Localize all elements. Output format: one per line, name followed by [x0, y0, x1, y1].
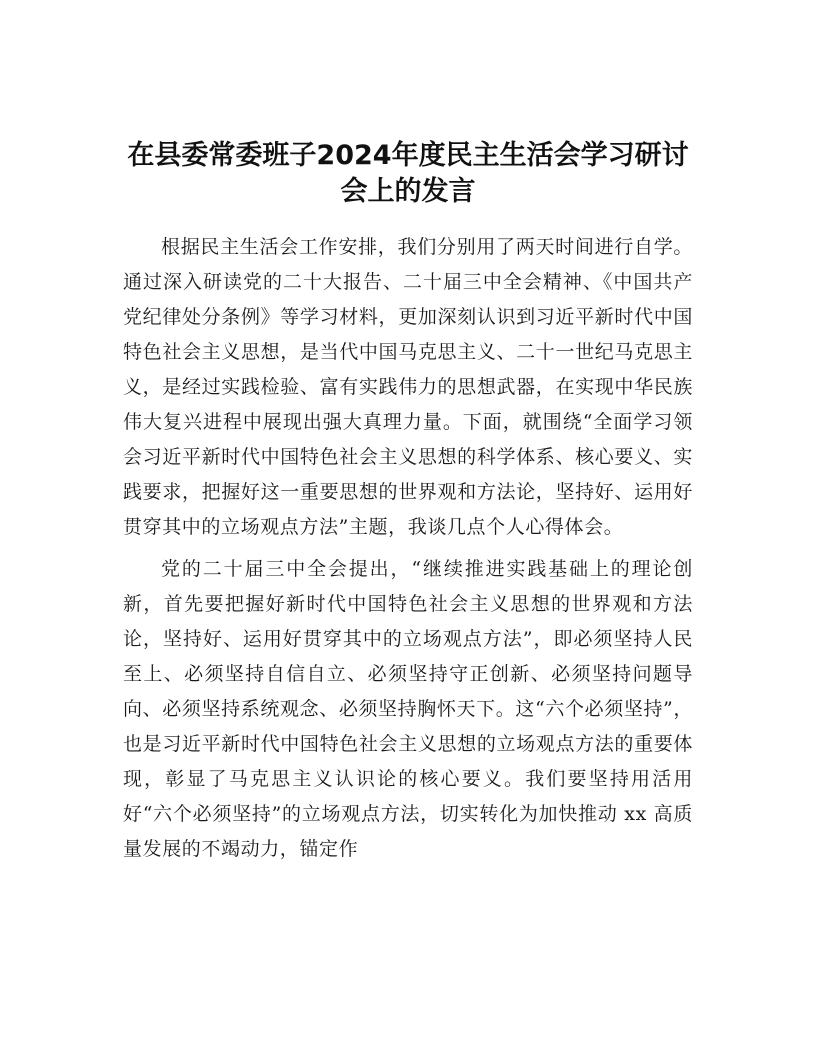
title-line-2: 会上的发言	[340, 176, 476, 207]
paragraph-1: 根据民主生活会工作安排，我们分别用了两天时间进行自学。通过深入研读党的二十大报告、二十届三中全会精神、《中国共产党纪律处分条例》等学习材料，更加深刻认识到习近平新时代中国特色社会主义思想，是当代中国马克思主义、二十一世纪马克思主义，是经过实践检验、富有实践伟力的思想武器，在实现中华民族伟大复兴进程中展现出强大真理力量。下面，就围绕“全面学习领会习近平新时代中国特色社会主义思想的科学体系、核心要义、实践要求，把握好这一重要思想的世界观和方法论，坚持好、运用好贯穿其中的立场观点方法”主题，我谈几点个人心得体会。	[123, 236, 693, 538]
paragraph-2: 党的二十届三中全会提出，“继续推进实践基础上的理论创新，首先要把握好新时代中国特色社会主义思想的世界观和方法论，坚持好、运用好贯穿其中的立场观点方法”，即必须坚持人民至上、必须坚持自信自立、必须坚持守正创新、必须坚持问题导向、必须坚持系统观念、必须坚持胸怀天下。这“六个必须坚持”，也是习近平新时代中国特色社会主义思想的立场观点方法的重要体现，彰显了马克思主义认识论的核心要义。我们要坚持用活用好“六个必须坚持”的立场观点方法，切实转化为加快推动 xx 高质量发展的不竭动力，锚定作	[123, 558, 693, 860]
document-title	[100, 138, 716, 210]
title-line-1: 在县委常委班子2024年度民主生活会学习研讨	[127, 140, 689, 171]
document-body	[123, 230, 693, 874]
